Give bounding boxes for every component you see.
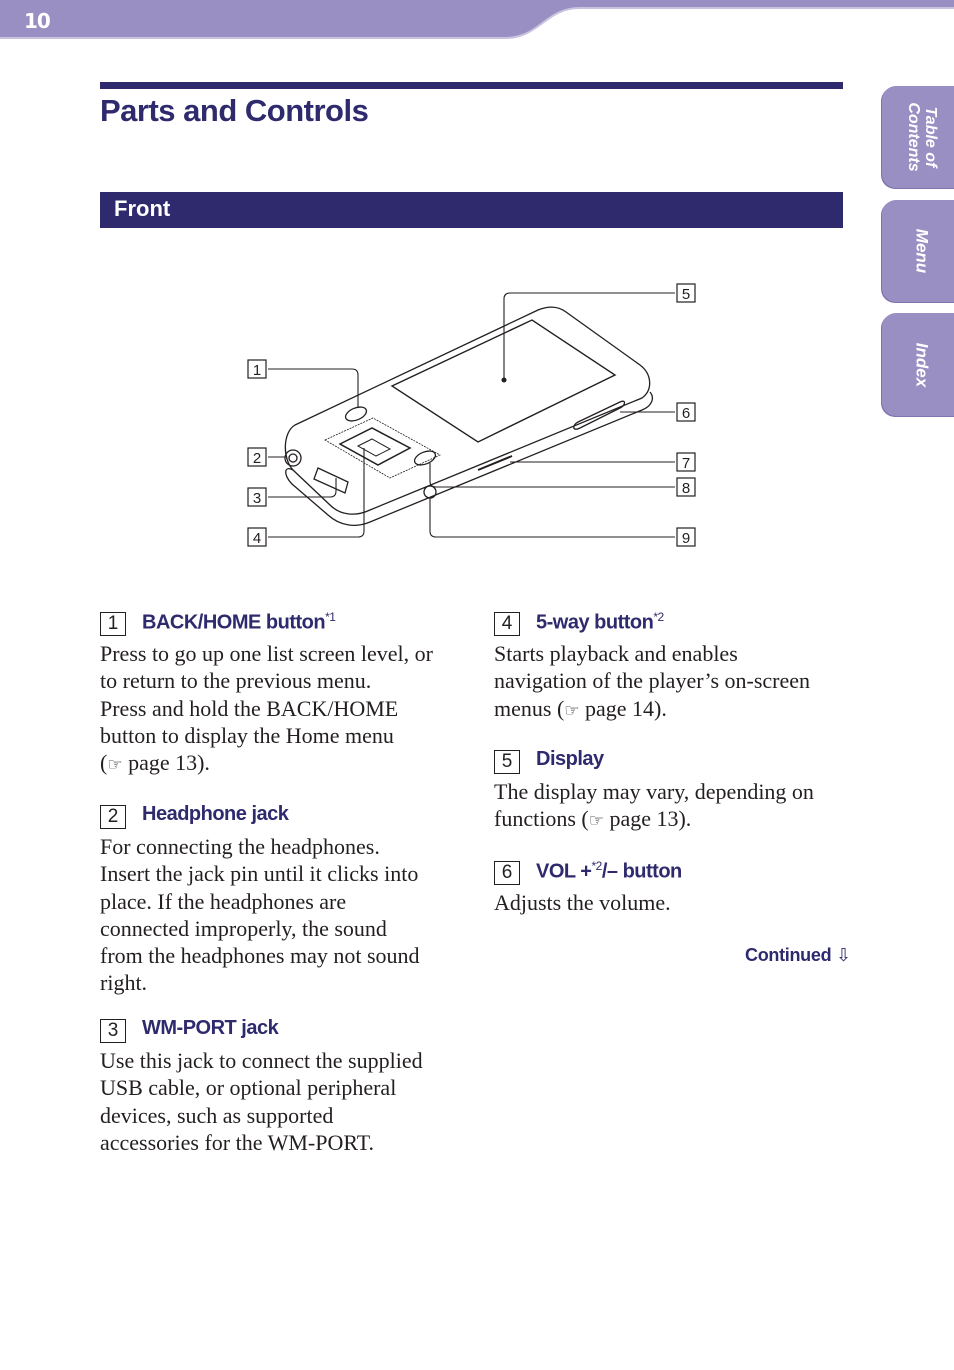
wm-port <box>314 468 348 493</box>
item-description: For connecting the headphones. Insert the jack pin until it clicks into place. If the headphones are connected improperly, the sound from the headphones may not sound right. <box>100 834 420 996</box>
item-display <box>494 748 849 836</box>
item-number: 6 <box>494 861 520 885</box>
callout-7-label: 7 <box>681 455 691 472</box>
callout-6 <box>677 403 695 422</box>
callout-5 <box>677 284 695 303</box>
item-five-way-button <box>494 610 849 725</box>
device-diagram <box>240 278 710 548</box>
item-description: Adjusts the volume. <box>494 890 671 915</box>
tab-index[interactable] <box>882 313 954 416</box>
callout-4-label: 4 <box>252 530 262 547</box>
item-title: BACK/HOME button$^{*1}$ <box>142 610 336 634</box>
hold-switch <box>424 486 436 498</box>
item-headphone-jack <box>100 803 455 997</box>
item-number: 5 <box>494 750 520 774</box>
page-reference-link[interactable]: page 13). <box>122 750 210 776</box>
down-arrow-icon: ⇩ <box>835 945 851 966</box>
page-number: 10 <box>24 9 50 33</box>
item-description: Starts playback and enables navigation of the player’s on-screen menus (☞ page 14). <box>494 640 849 725</box>
five-way-button <box>340 428 410 465</box>
top-band <box>0 0 954 40</box>
tab-table-of-contents-label: Table of Contents <box>905 102 939 172</box>
continued-link[interactable] <box>745 945 851 966</box>
item-number: 4 <box>494 612 520 636</box>
section-title: Front <box>114 196 171 221</box>
callout-4 <box>248 528 266 547</box>
page-reference-link[interactable]: page 13). <box>603 806 692 832</box>
item-title: 5-way button$^{*2}$ <box>536 610 664 634</box>
item-description: The display may vary, depending on functions (☞ page 13). <box>494 778 849 836</box>
section-header <box>100 192 843 228</box>
control-panel <box>325 418 440 478</box>
tab-table-of-contents[interactable] <box>882 86 954 188</box>
callout-1 <box>248 360 266 379</box>
callout-1-label: 1 <box>252 362 262 379</box>
callout-7 <box>677 453 695 472</box>
hand-pointer-icon: ☞ <box>107 755 123 776</box>
item-title: Display <box>536 748 604 770</box>
page-title: Parts and Controls <box>100 93 369 128</box>
headphone-jack <box>285 450 301 466</box>
callout-5-label: 5 <box>681 286 691 303</box>
hand-pointer-icon: ☞ <box>564 700 580 721</box>
item-back-home-button <box>100 610 455 779</box>
item-title: VOL +$^{*2}$/– button <box>536 859 682 883</box>
hand-pointer-icon: ☞ <box>588 811 604 832</box>
device-edge <box>286 392 653 525</box>
item-description: Press to go up one list screen level, or to return to the previous menu. Press and hold the BACK/HOME button to display the Home menu (☞ page 13). <box>100 640 455 779</box>
back-home-button <box>344 404 369 423</box>
tab-menu[interactable] <box>882 200 954 302</box>
callout-3 <box>248 488 266 507</box>
item-wm-port-jack <box>100 1017 455 1156</box>
callout-3-label: 3 <box>252 490 262 507</box>
callout-8 <box>677 478 695 497</box>
tab-menu-label: Menu <box>912 228 932 274</box>
item-title: Headphone jack <box>142 803 289 825</box>
callout-2-label: 2 <box>252 450 262 467</box>
callout-8-label: 8 <box>681 480 691 497</box>
item-vol-button <box>494 859 849 916</box>
callout-9 <box>677 528 695 547</box>
item-number: 3 <box>100 1019 126 1043</box>
callout-6-label: 6 <box>681 405 691 422</box>
tab-index-label: Index <box>912 342 932 387</box>
item-title: WM-PORT jack <box>142 1017 279 1039</box>
callout-2 <box>248 448 266 467</box>
title-rule <box>100 82 843 89</box>
callout-9-label: 9 <box>681 530 691 547</box>
device-body <box>285 307 649 514</box>
item-description: Use this jack to connect the supplied USB cable, or optional peripheral devices, such as supported accessories for the WM-PORT. <box>100 1048 423 1155</box>
page-reference-link[interactable]: page 14). <box>579 695 667 721</box>
item-number: 2 <box>100 805 126 829</box>
item-number: 1 <box>100 612 126 636</box>
continued-label: Continued <box>745 945 832 965</box>
